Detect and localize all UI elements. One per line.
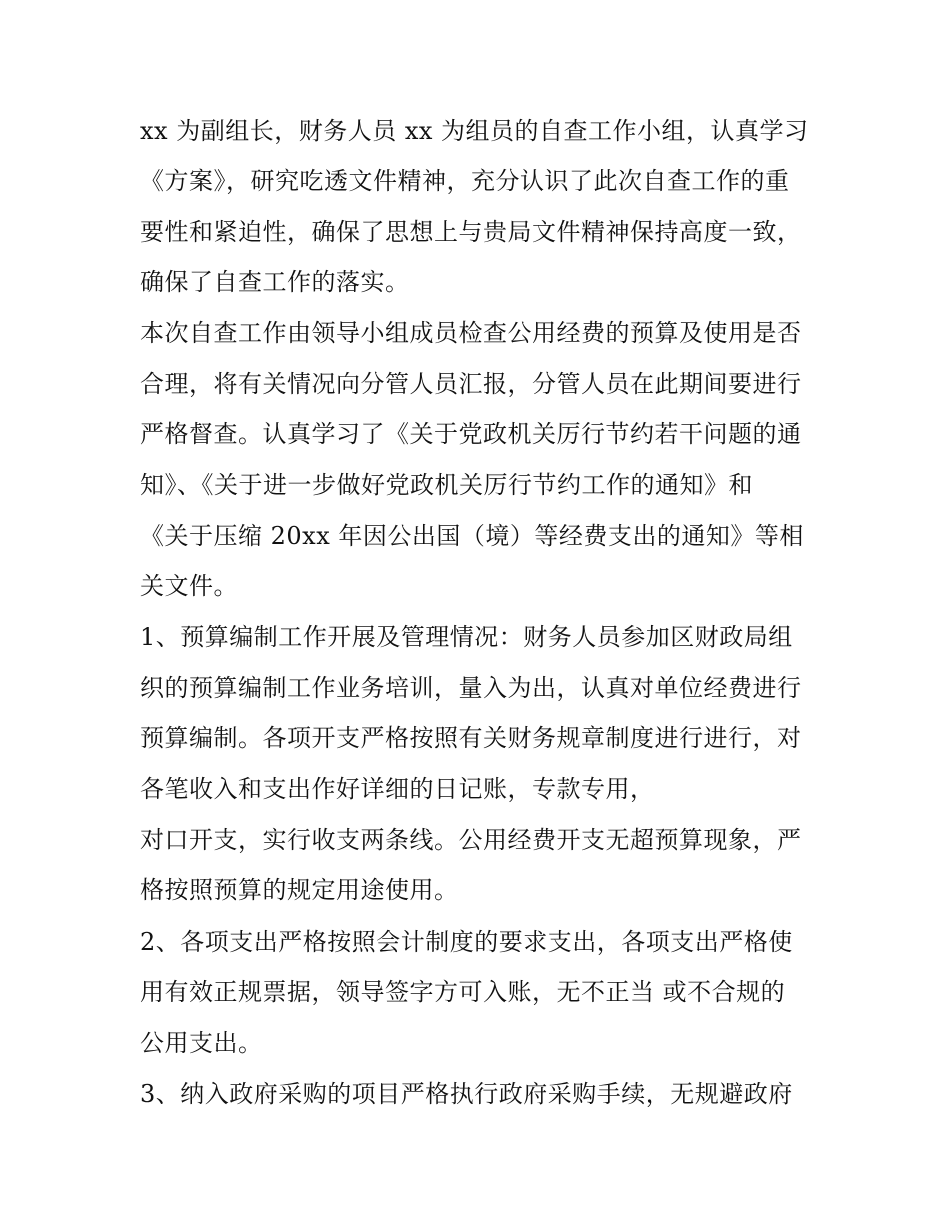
text-line: 关文件。 [140, 572, 238, 600]
text-line: 3、纳入政府采购的项目严格执行政府采购手续，无规避政府 [140, 1080, 793, 1108]
text-line: 各笔收入和支出作好详细的日记账，专款专用， [140, 775, 655, 803]
text-line: 《关于压缩 20xx 年因公出国（境）等经费支出的通知》等相 [140, 522, 804, 550]
text-line: 格按照预算的规定用途使用。 [140, 876, 459, 904]
text-line: 《方案》，研究吃透文件精神，充分认识了此次自查工作的重 [140, 167, 790, 195]
text-line: 预算编制。各项开支严格按照有关财务规章制度进行进行，对 [140, 724, 802, 752]
text-line: 本次自查工作由领导小组成员检查公用经费的预算及使用是否 [140, 319, 802, 347]
text-line: 知》、《关于进一步做好党政机关厉行节约工作的通知》和 [140, 471, 753, 499]
text-line: 严格督查。认真学习了《关于党政机关厉行节约若干问题的通 [140, 420, 802, 448]
text-line: 合理，将有关情况向分管人员汇报，分管人员在此期间要进行 [140, 370, 802, 398]
text-line: 要性和紧迫性，确保了思想上与贵局文件精神保持高度一致， [140, 218, 802, 246]
text-line: 确保了自查工作的落实。 [140, 268, 410, 296]
text-line: 织的预算编制工作业务培训，量入为出，认真对单位经费进行 [140, 674, 802, 702]
text-line: 对口开支，实行收支两条线。公用经费开支无超预算现象，严 [140, 826, 802, 854]
text-line: 用有效正规票据，领导签字方可入账，无不正当 或不合规的 [140, 978, 786, 1006]
text-line: 2、各项支出严格按照会计制度的要求支出，各项支出严格使 [140, 928, 793, 956]
text-line: 1、预算编制工作开展及管理情况：财务人员参加区财政局组 [140, 623, 793, 651]
text-line: 公用支出。 [140, 1029, 263, 1057]
text-line: xx 为副组长，财务人员 xx 为组员的自查工作小组，认真学习 [140, 117, 809, 145]
